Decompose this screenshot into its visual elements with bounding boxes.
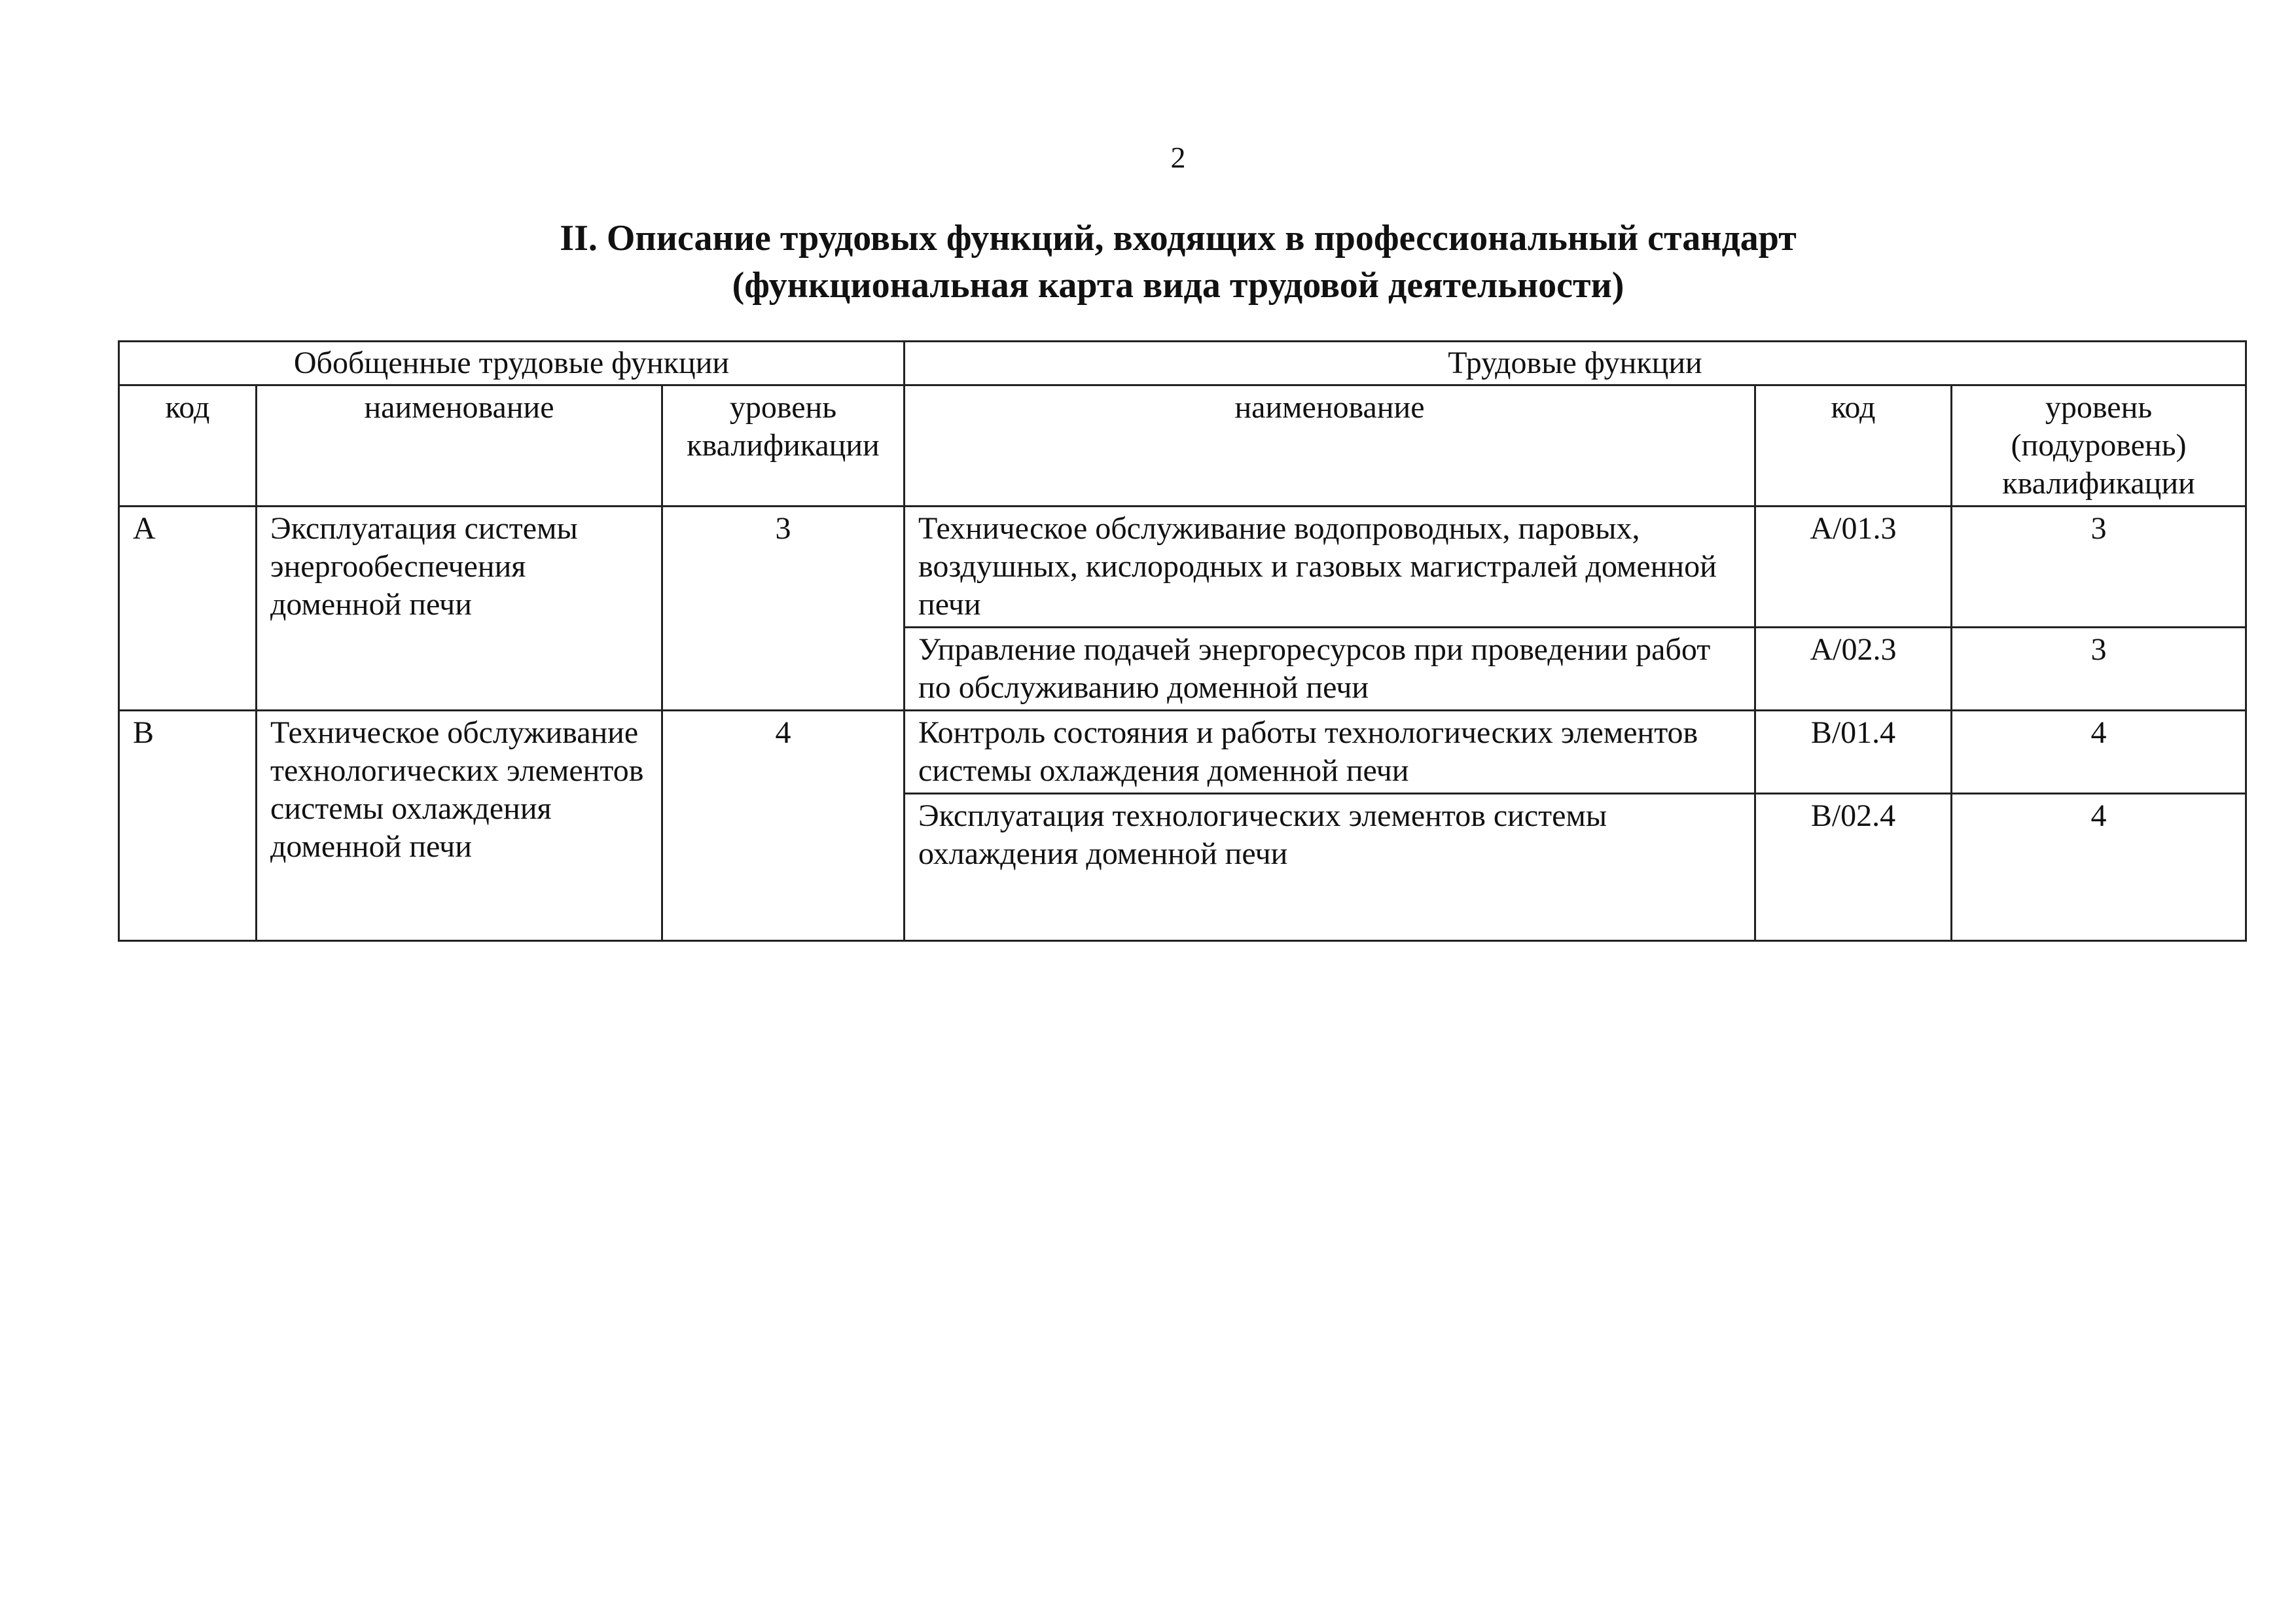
gen-name-cell: Техническое обслуживание технологических элементов системы охлаждения доменной печи: [257, 711, 662, 941]
fn-code-cell: A/02.3: [1755, 628, 1952, 711]
group-header-row: [119, 342, 2246, 385]
gen-level-cell: 4: [662, 711, 905, 941]
fn-level-cell: 3: [1952, 507, 2246, 628]
section-title-line-1: II. Описание трудовых функций, входящих в профессиональный стандарт: [560, 218, 1797, 259]
column-header-row: [119, 385, 2246, 507]
table-row: [119, 507, 2246, 628]
page-number: 2: [1170, 141, 1186, 174]
fn-code-cell: B/01.4: [1755, 711, 1952, 794]
table-row: [119, 711, 2246, 794]
header-gen-name: наименование: [257, 385, 662, 507]
fn-name-cell: Контроль состояния и работы технологических элементов системы охлаждения доменной печи: [905, 711, 1755, 794]
fn-name-cell: Управление подачей энергоресурсов при проведении работ по обслуживанию доменной печи: [905, 628, 1755, 711]
fn-name-cell: Техническое обслуживание водопроводных, паровых, воздушных, кислородных и газовых магистралей доменной печи: [905, 507, 1755, 628]
fn-code-cell: A/01.3: [1755, 507, 1952, 628]
section-title-line-2: (функциональная карта вида трудовой деятельности): [732, 265, 1624, 306]
fn-level-cell: 4: [1952, 711, 2246, 794]
header-gen-level: уровень квалификации: [662, 385, 905, 507]
gen-code-cell: A: [119, 507, 257, 711]
fn-code-cell: B/02.4: [1755, 794, 1952, 941]
header-generalized-functions: Обобщенные трудовые функции: [119, 342, 905, 385]
header-fn-level: уровень (подуровень) квалификации: [1952, 385, 2246, 507]
gen-level-cell: 3: [662, 507, 905, 711]
header-labor-functions: Трудовые функции: [905, 342, 2246, 385]
header-fn-code: код: [1755, 385, 1952, 507]
functional-map-table: [118, 340, 2247, 942]
section-title: [0, 215, 2296, 309]
gen-code-cell: B: [119, 711, 257, 941]
header-fn-name: наименование: [905, 385, 1755, 507]
header-gen-code: код: [119, 385, 257, 507]
gen-name-cell: Эксплуатация системы энергообеспечения доменной печи: [257, 507, 662, 711]
fn-name-cell: Эксплуатация технологических элементов системы охлаждения доменной печи: [905, 794, 1755, 941]
fn-level-cell: 4: [1952, 794, 2246, 941]
fn-level-cell: 3: [1952, 628, 2246, 711]
